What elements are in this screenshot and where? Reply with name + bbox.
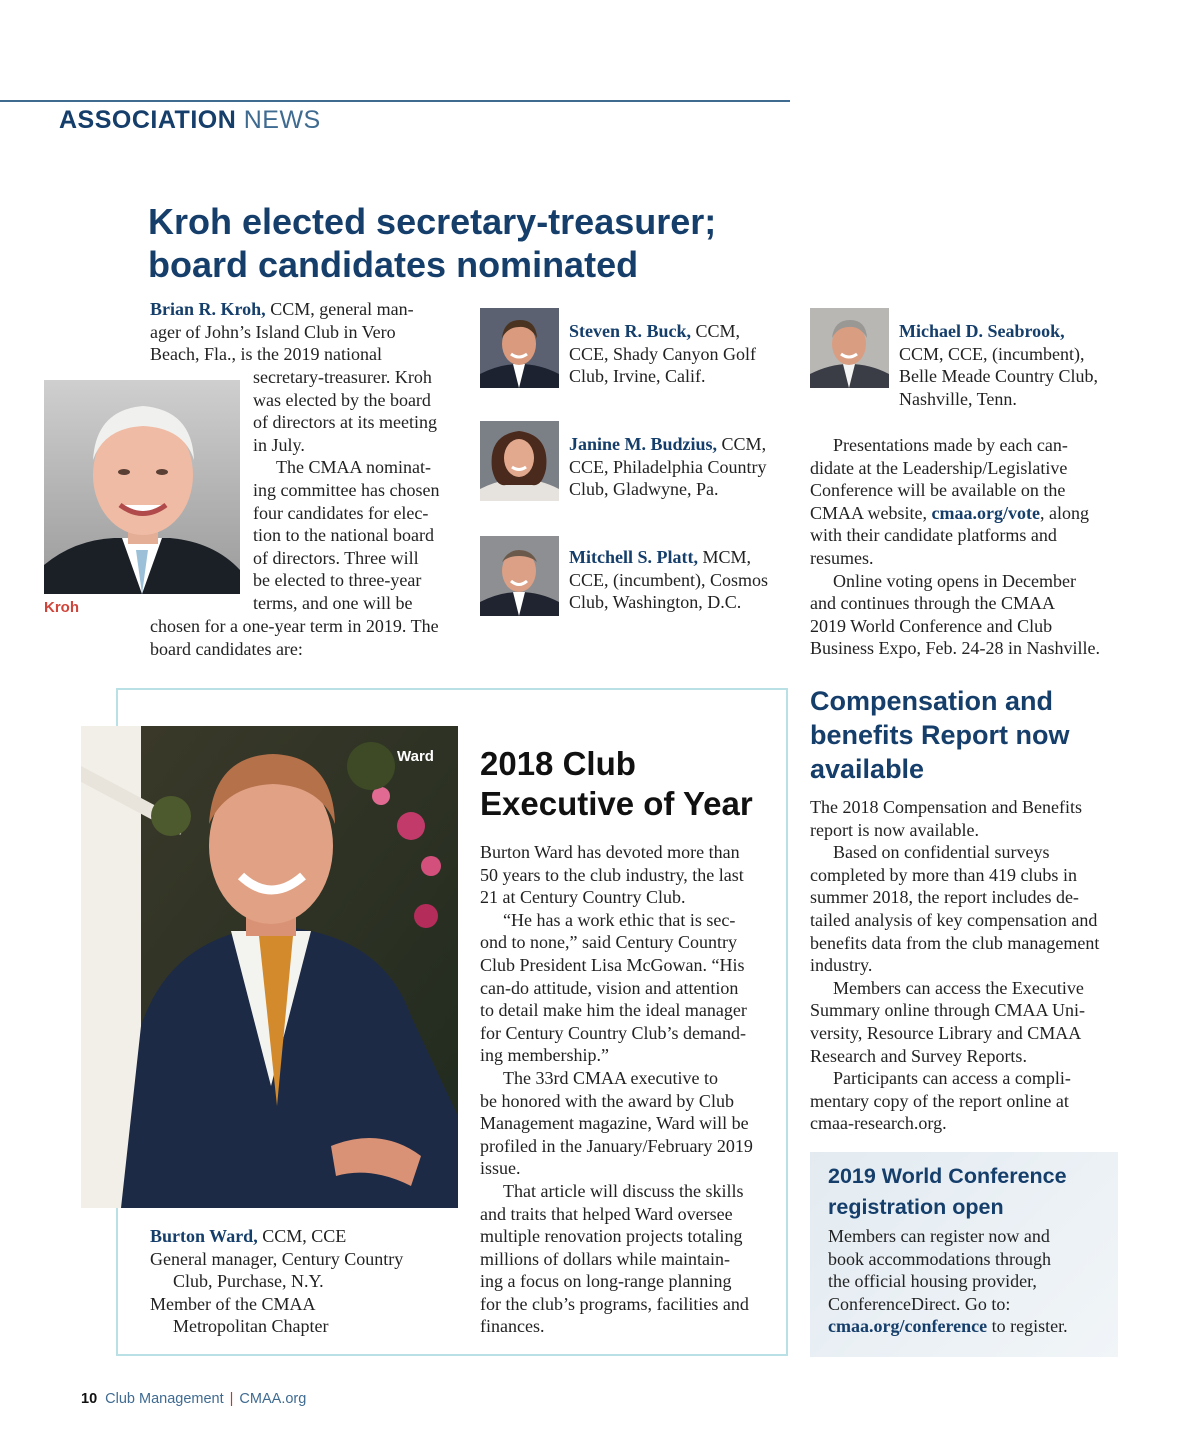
section-kicker	[59, 106, 321, 135]
text-line: Summary online through CMAA Uni-	[810, 1000, 1085, 1021]
text-line: finances.	[480, 1316, 545, 1337]
world-conference-text: Members can register now and book accommodations through the official housing provider, ConferenceDirect. Go to: cmaa.org/conference to register.	[828, 1226, 1068, 1337]
ward-photo-label: Ward	[397, 748, 434, 765]
text-line: cmaa-research.org.	[810, 1113, 947, 1134]
article-headline	[148, 200, 788, 286]
text-line: Based on confidential surveys	[833, 842, 1050, 863]
text-line: ing membership.”	[480, 1045, 609, 1066]
text-line: ond to none,” said Century Country	[480, 932, 737, 953]
footer-separator: |	[229, 1391, 234, 1407]
text-line: Research and Survey Reports.	[810, 1045, 1027, 1066]
kicker-light: NEWS	[243, 106, 321, 134]
text-line: for the club’s programs, facilities and	[480, 1293, 749, 1314]
candidate-seabrook: Michael D. Seabrook, CCM, CCE, (incumbent), Belle Meade Country Club, Nashville, Tenn.	[899, 321, 1098, 409]
text-line: 50 years to the club industry, the last	[480, 864, 744, 885]
intro-line: Brian R. Kroh, CCM, general man-	[150, 299, 414, 319]
kroh-name: Brian R. Kroh,	[150, 299, 266, 319]
compensation-body-text	[810, 796, 1150, 1135]
text-line: Member of the CMAA	[150, 1293, 316, 1314]
ward-body-text	[480, 841, 780, 1338]
text-line: and traits that helped Ward oversee	[480, 1203, 733, 1224]
text-line: profiled in the January/February 2019	[480, 1135, 753, 1156]
text-line: Club President Lisa McGowan. “His	[480, 954, 745, 975]
text-line: issue.	[480, 1158, 521, 1179]
headline-line: board candidates nominated	[148, 244, 639, 285]
text-line: completed by more than 419 clubs in	[810, 864, 1077, 885]
ward-caption-name: Burton Ward,	[150, 1226, 258, 1246]
text-line: benefits data from the club management	[810, 932, 1100, 953]
kroh-photo	[44, 380, 240, 594]
intro-tail-text: chosen for a one-year term in 2019. The board candidates are:	[150, 616, 439, 659]
text-line: be honored with the award by Club	[480, 1090, 734, 1111]
kicker-bold: ASSOCIATION	[59, 106, 237, 134]
site-name: CMAA.org	[239, 1391, 307, 1407]
text-line: Metropolitan Chapter	[173, 1316, 329, 1337]
world-conference-title: 2019 World Conference registration open	[828, 1164, 1067, 1219]
intro-line: Beach, Fla., is the 2019 national	[150, 344, 382, 365]
ward-title: 2018 Club Executive of Year	[480, 745, 753, 822]
presentations-text: Presentations made by each can- didate at the Leadership/Legislative Conference will be available on the CMAA website, cmaa.org/vote, along with their candidate platforms and resumes. Online voting opens in December and continues through the CMAA 2019 World Conference and Club Business Expo, Feb. 24-28 in Nashville.	[810, 435, 1100, 659]
compensation-title: Compensation and benefits Report now available	[810, 686, 1070, 784]
intro-wrap-text: secretary-treasurer. Kroh was elected by the board of directors at its meeting in July. The CMAA nominat- ing committee has chosen four candidates for elec- tion to the national board of directors. Three will be elected to three-year terms, and one will be	[253, 367, 440, 613]
kroh-photo-caption: Kroh	[44, 599, 79, 616]
text-line: That article will discuss the skills	[503, 1180, 744, 1201]
candidate-platt: Mitchell S. Platt, MCM, CCE, (incumbent), Cosmos Club, Washington, D.C.	[569, 547, 768, 613]
page-footer	[81, 1391, 306, 1407]
intro-line: ager of John’s Island Club in Vero	[150, 321, 396, 342]
candidate-budzius: Janine M. Budzius, CCM, CCE, Philadelphia Country Club, Gladwyne, Pa.	[569, 434, 767, 500]
buck-photo	[480, 308, 559, 388]
text-line: 21 at Century Country Club.	[480, 887, 686, 908]
text-line: Members can access the Executive	[833, 977, 1084, 998]
text-line: summer 2018, the report includes de-	[810, 887, 1079, 908]
header-rule	[0, 100, 790, 102]
candidate-buck: Steven R. Buck, CCM, CCE, Shady Canyon Golf Club, Irvine, Calif.	[569, 321, 756, 387]
platt-photo	[480, 536, 559, 616]
text-line: The 33rd CMAA executive to	[503, 1067, 718, 1088]
text-line: report is now available.	[810, 819, 979, 840]
text-line: “He has a work ethic that is sec-	[503, 909, 736, 930]
text-line: mentary copy of the report online at	[810, 1090, 1069, 1111]
ward-photo	[81, 726, 458, 1208]
text-line: multiple renovation projects totaling	[480, 1226, 743, 1247]
text-line: for Century Country Club’s demand-	[480, 1022, 746, 1043]
ward-caption: Burton Ward, CCM, CCE General manager, Century Country Club, Purchase, N.Y. Member of the CMAA Metropolitan Chapter	[150, 1225, 450, 1338]
budzius-photo	[480, 421, 559, 501]
text-line: industry.	[810, 955, 873, 976]
text-line: can-do attitude, vision and attention	[480, 977, 739, 998]
text-line: to detail make him the ideal manager	[480, 1000, 747, 1021]
text-line: versity, Resource Library and CMAA	[810, 1022, 1082, 1043]
seabrook-photo	[810, 308, 889, 388]
text-line: Management magazine, Ward will be	[480, 1113, 749, 1134]
text-line: ing a focus on long-range planning	[480, 1271, 732, 1292]
text-line: The 2018 Compensation and Benefits	[810, 797, 1082, 817]
publication-name: Club Management	[105, 1391, 224, 1407]
page-number: 10	[81, 1391, 98, 1407]
text-line: millions of dollars while maintain-	[480, 1248, 730, 1269]
headline-line: Kroh elected secretary-treasurer;	[148, 201, 717, 242]
text-line: Participants can access a compli-	[833, 1068, 1071, 1089]
conference-link[interactable]: cmaa.org/conference	[828, 1316, 988, 1337]
text-line: General manager, Century Country	[150, 1248, 404, 1269]
text-line: Club, Purchase, N.Y.	[173, 1271, 324, 1292]
vote-link[interactable]: cmaa.org/vote	[931, 502, 1040, 523]
text-line: tailed analysis of key compensation and	[810, 909, 1098, 930]
world-conference-box	[810, 1152, 1118, 1357]
intro-text	[150, 298, 460, 366]
text-line: Burton Ward has devoted more than	[480, 842, 740, 862]
